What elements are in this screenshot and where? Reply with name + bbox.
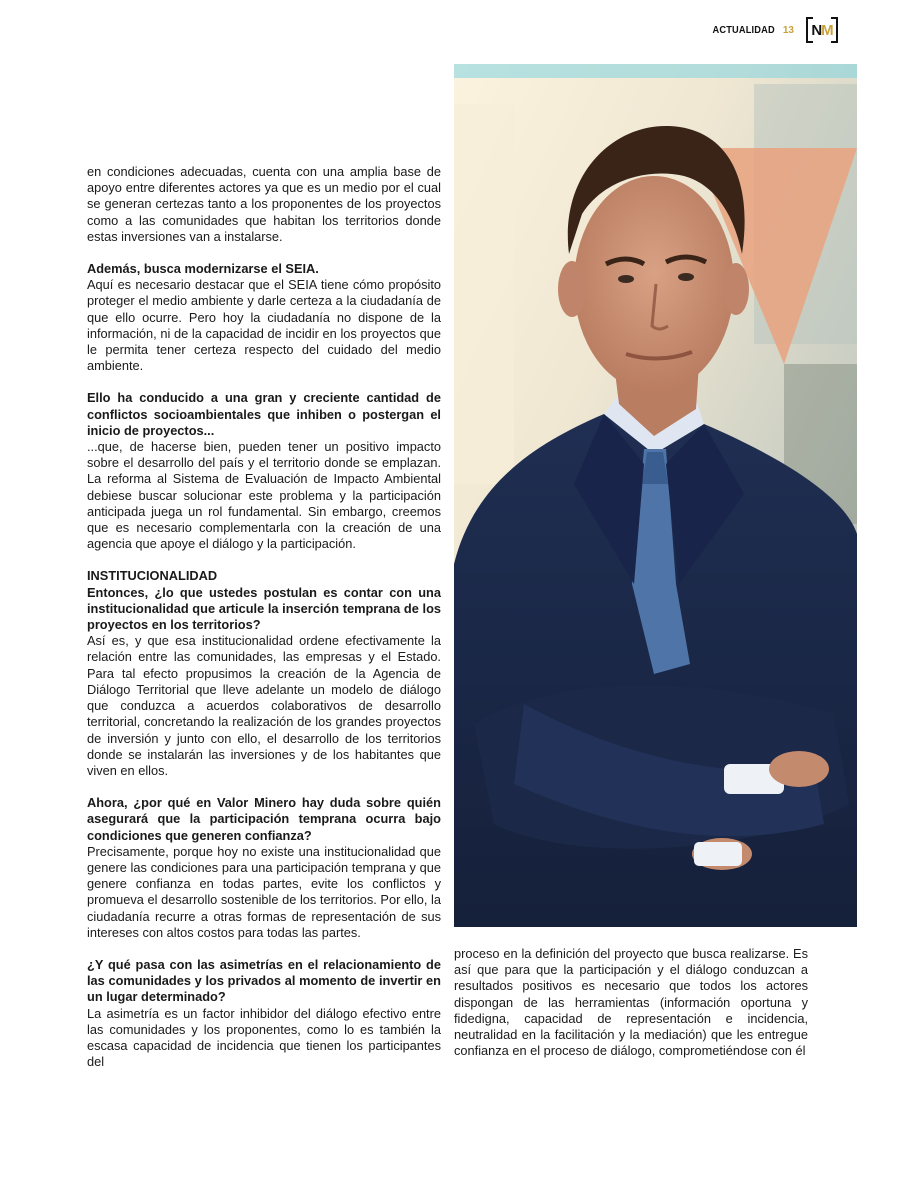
interview-question: Entonces, ¿lo que ustedes postulan es contar con una institucionalidad que articule la inserción temprana de los proyectos en los territorios? xyxy=(87,584,441,633)
interview-question: Ahora, ¿por qué en Valor Minero hay duda sobre quién asegurará que la participación temprana ocurra bajo condiciones que generen confianza? xyxy=(87,795,441,843)
page-number: 13 xyxy=(782,24,794,36)
section-heading: INSTITUCIONALIDAD xyxy=(87,568,218,584)
article-column-right xyxy=(454,946,808,1059)
portrait-photo xyxy=(454,64,857,927)
portrait-illustration xyxy=(454,64,857,927)
paragraph: ...que, de hacerse bien, pueden tener un positivo impacto sobre el desarrollo del país y el territorio donde se emplazan. La reforma al Sistema de Evaluación de Impacto Ambiental debiese buscar solucionar este problema y la participación anticipada juega un rol fundamental. Sin embargo, creemos que es necesario complementarla con la creación de una agencia que apoye el diálogo y la participación. xyxy=(87,439,441,552)
page-header xyxy=(704,16,838,44)
paragraph: Precisamente, porque hoy no existe una institucionalidad que genere las condiciones para una participación temprana y que genere confianza en todas partes, evite los conflictos y promueva el desarrollo sostenible de los territorios. Por ello, la ciudadanía recurre a otras formas de representación de sus intereses con altos costos para todas las partes. xyxy=(87,843,441,940)
paragraph: proceso en la definición del proyecto que busca realizarse. Es así que para que la participación y el diálogo conduzcan a resultados positivos es necesario que todos los actores dispongan de las herramientas (información oportuna y fidedigna, capacidad de representación e incidencia, neutralidad en la facilitación y la mediación) que les entregue confianza en el proceso de diálogo, comprometiéndose con él xyxy=(454,946,808,1059)
paragraph: La asimetría es un factor inhibidor del diálogo efectivo entre las comunidades y los proponentes, como lo es también la escasa capacidad de incidencia que tienen los participantes del xyxy=(87,1005,441,1070)
logo-bracket-left xyxy=(806,17,813,43)
magazine-logo xyxy=(806,17,838,43)
paragraph: en condiciones adecuadas, cuenta con una amplia base de apoyo entre diferentes actores ya que es un medio por el cual se generan certezas tanto a los proponentes de los proyectos como a las comunidades que habitan los territorios donde estas inversiones van a instalarse. xyxy=(87,164,441,244)
logo-letter-n: N xyxy=(811,21,822,39)
interview-question: Ello ha conducido a una gran y creciente cantidad de conflictos socioambientales que inhiben o postergan el inicio de proyectos... xyxy=(87,390,441,438)
logo-letters xyxy=(811,22,832,39)
interview-question: ¿Y qué pasa con las asimetrías en el relacionamiento de las comunidades y los privados al momento de invertir en un lugar determinado? xyxy=(87,956,441,1005)
section-label: ACTUALIDAD xyxy=(712,24,775,36)
paragraph: Aquí es necesario destacar que el SEIA tiene cómo propósito proteger el medio ambiente y darle certeza a la ciudadanía de que ello ocurre. Pero hoy la ciudadanía no dispone de la información, ni de la capacidad de incidir en los proyectos que le permita tener certeza respecto del cuidado del medio ambiente. xyxy=(87,277,441,374)
interview-question: Además, busca modernizarse el SEIA. xyxy=(87,261,319,277)
paragraph: Así es, y que esa institucionalidad ordene efectivamente la relación entre las comunidades, las empresas y el Estado. Para tal efecto propusimos la creación de la Agencia de Diálogo Territorial que lleve adelante un modelo de diálogo que conduzca a acuerdos colaborativos de desarrollo territorial, concretando la realización de los grandes proyectos de inversión y junto con ello, el desarrollo de los territorios donde se instalarán las inversiones y de los habitantes que viven en ellos. xyxy=(87,633,441,778)
logo-bracket-right xyxy=(831,17,838,43)
logo-letter-m: M xyxy=(821,21,833,39)
article-column-left xyxy=(87,164,441,1070)
